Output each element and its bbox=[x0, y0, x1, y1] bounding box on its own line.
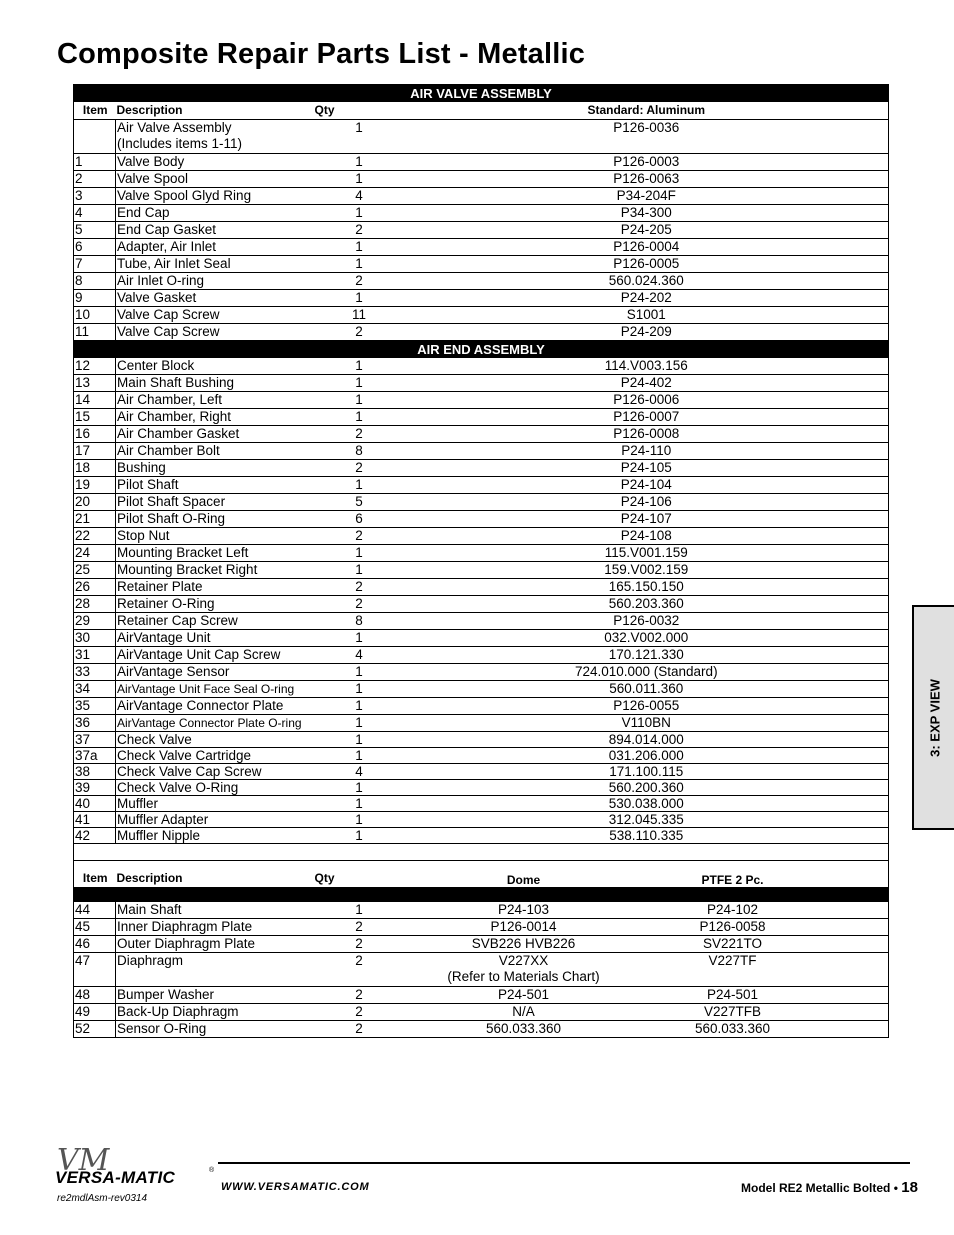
qty-cell: 1 bbox=[314, 902, 404, 919]
table-row bbox=[74, 764, 889, 780]
standard-cell: S1001 bbox=[404, 307, 889, 324]
table-row bbox=[74, 120, 889, 154]
qty-cell: 1 bbox=[314, 780, 404, 796]
table-row bbox=[74, 902, 889, 919]
table-row bbox=[74, 205, 889, 222]
item-cell: 37 bbox=[74, 732, 116, 748]
description-cell: Air Chamber Gasket bbox=[116, 426, 314, 443]
qty-cell: 8 bbox=[314, 613, 404, 630]
item-cell: 37a bbox=[74, 748, 116, 764]
description-line-2: (Includes items 1-11) bbox=[117, 136, 243, 151]
table-row bbox=[74, 222, 889, 239]
item-cell: 22 bbox=[74, 528, 116, 545]
table-row bbox=[74, 630, 889, 647]
description-cell: Stop Nut bbox=[116, 528, 314, 545]
footer-model bbox=[741, 1179, 918, 1196]
materials-cell bbox=[404, 1004, 889, 1021]
standard-cell: 114.V003.156 bbox=[404, 358, 889, 375]
dome-value bbox=[404, 936, 644, 952]
description-cell: Retainer O-Ring bbox=[116, 596, 314, 613]
table-row bbox=[74, 545, 889, 562]
item-cell: 19 bbox=[74, 477, 116, 494]
qty-cell: 1 bbox=[314, 392, 404, 409]
header-item: Item bbox=[82, 871, 108, 885]
air-end-section bbox=[74, 341, 889, 844]
page-number: 18 bbox=[901, 1179, 918, 1196]
item-cell: 31 bbox=[74, 647, 116, 664]
dome-line: P24-103 bbox=[497, 902, 550, 917]
qty-cell: 2 bbox=[314, 936, 404, 953]
standard-cell: P126-0008 bbox=[404, 426, 889, 443]
materials-cell bbox=[404, 953, 889, 987]
table-row bbox=[74, 171, 889, 188]
ptfe-value: SV221TO bbox=[702, 936, 763, 951]
description-cell: Sensor O-Ring bbox=[116, 1021, 314, 1038]
table-row bbox=[74, 511, 889, 528]
qty-cell: 5 bbox=[314, 494, 404, 511]
description-cell: AirVantage Unit Face Seal O-ring bbox=[116, 681, 314, 698]
description-cell: AirVantage Connector Plate O-ring bbox=[116, 715, 314, 732]
standard-cell: P24-202 bbox=[404, 290, 889, 307]
qty-cell: 1 bbox=[314, 828, 404, 844]
item-cell: 17 bbox=[74, 443, 116, 460]
qty-cell: 2 bbox=[314, 953, 404, 987]
standard-cell: P126-0036 bbox=[404, 120, 889, 154]
item-cell: 20 bbox=[74, 494, 116, 511]
description-cell: Back-Up Diaphragm bbox=[116, 1004, 314, 1021]
item-cell: 3 bbox=[74, 188, 116, 205]
table-row bbox=[74, 290, 889, 307]
standard-cell: P126-0004 bbox=[404, 239, 889, 256]
registered-mark: ® bbox=[209, 1167, 215, 1174]
table-row bbox=[74, 796, 889, 812]
standard-cell: P24-205 bbox=[404, 222, 889, 239]
qty-cell: 1 bbox=[314, 796, 404, 812]
qty-cell: 1 bbox=[314, 698, 404, 715]
description-cell: AirVantage Unit Cap Screw bbox=[116, 647, 314, 664]
description-cell: End Cap bbox=[116, 205, 314, 222]
item-cell: 29 bbox=[74, 613, 116, 630]
header-description: Description bbox=[116, 102, 314, 120]
table-row bbox=[74, 324, 889, 341]
description-cell: Valve Cap Screw bbox=[116, 324, 314, 341]
dome-line: V227XX bbox=[498, 953, 549, 968]
dome-line: N/A bbox=[512, 1004, 535, 1019]
description-cell: Retainer Plate bbox=[116, 579, 314, 596]
header-ptfe: PTFE 2 Pc. bbox=[701, 873, 764, 887]
standard-cell: 032.V002.000 bbox=[404, 630, 889, 647]
section-header bbox=[74, 85, 889, 103]
standard-cell: P126-0055 bbox=[404, 698, 889, 715]
table-row bbox=[74, 698, 889, 715]
dome-value bbox=[404, 1004, 644, 1020]
table-row bbox=[74, 460, 889, 477]
item-cell bbox=[74, 120, 116, 154]
qty-cell: 2 bbox=[314, 324, 404, 341]
section-header bbox=[74, 341, 889, 359]
item-cell: 4 bbox=[74, 205, 116, 222]
table-row bbox=[74, 936, 889, 953]
table-row bbox=[74, 256, 889, 273]
standard-cell: P24-106 bbox=[404, 494, 889, 511]
header-item: Item bbox=[74, 102, 116, 120]
qty-cell: 2 bbox=[314, 426, 404, 443]
item-cell: 7 bbox=[74, 256, 116, 273]
logo-wordmark: VERSA-MATIC bbox=[55, 1168, 176, 1187]
item-cell: 5 bbox=[74, 222, 116, 239]
qty-cell: 6 bbox=[314, 511, 404, 528]
item-cell: 42 bbox=[74, 828, 116, 844]
description-line: Air Valve Assembly bbox=[117, 120, 232, 135]
description-cell: Main Shaft Bushing bbox=[116, 375, 314, 392]
table-row bbox=[74, 715, 889, 732]
table-row bbox=[74, 613, 889, 630]
header-description: Description bbox=[116, 871, 183, 885]
item-cell: 8 bbox=[74, 273, 116, 290]
qty-cell: 2 bbox=[314, 1004, 404, 1021]
standard-cell: 724.010.000 (Standard) bbox=[404, 664, 889, 681]
table-row bbox=[74, 647, 889, 664]
qty-cell: 2 bbox=[314, 528, 404, 545]
qty-cell: 1 bbox=[314, 375, 404, 392]
item-cell: 9 bbox=[74, 290, 116, 307]
standard-cell: P34-300 bbox=[404, 205, 889, 222]
ptfe-value: V227TF bbox=[708, 953, 757, 968]
materials-cell bbox=[404, 1021, 889, 1038]
qty-cell: 4 bbox=[314, 647, 404, 664]
materials-cell bbox=[404, 987, 889, 1004]
dome-value bbox=[404, 919, 644, 935]
qty-cell: 2 bbox=[314, 596, 404, 613]
side-tab-label: 3: EXP VIEW bbox=[927, 678, 943, 757]
item-cell: 44 bbox=[74, 902, 116, 919]
ptfe-value: P126-0058 bbox=[699, 919, 766, 934]
item-cell: 21 bbox=[74, 511, 116, 528]
description-cell: Muffler bbox=[116, 796, 314, 812]
item-cell: 30 bbox=[74, 630, 116, 647]
item-cell: 46 bbox=[74, 936, 116, 953]
qty-cell: 1 bbox=[314, 732, 404, 748]
description-cell: Air Inlet O-ring bbox=[116, 273, 314, 290]
description-cell: Valve Gasket bbox=[116, 290, 314, 307]
model-name: Model RE2 Metallic Bolted • bbox=[741, 1181, 902, 1195]
standard-cell: P24-108 bbox=[404, 528, 889, 545]
qty-cell: 1 bbox=[314, 171, 404, 188]
description-cell: Mounting Bracket Right bbox=[116, 562, 314, 579]
table-row bbox=[74, 953, 889, 987]
description-cell: Check Valve bbox=[116, 732, 314, 748]
description-cell: Pilot Shaft bbox=[116, 477, 314, 494]
qty-cell: 1 bbox=[314, 715, 404, 732]
revision-code: re2mdlAsm-rev0314 bbox=[57, 1193, 148, 1204]
item-cell: 52 bbox=[74, 1021, 116, 1038]
table-row bbox=[74, 239, 889, 256]
materials-cell bbox=[404, 919, 889, 936]
standard-cell: 170.121.330 bbox=[404, 647, 889, 664]
description-cell: Retainer Cap Screw bbox=[116, 613, 314, 630]
table-row bbox=[74, 732, 889, 748]
description-cell: Pilot Shaft Spacer bbox=[116, 494, 314, 511]
dome-value bbox=[404, 987, 644, 1003]
item-cell: 11 bbox=[74, 324, 116, 341]
qty-cell: 2 bbox=[314, 460, 404, 477]
item-cell: 33 bbox=[74, 664, 116, 681]
logo-mark: VM bbox=[57, 1143, 110, 1178]
table-row bbox=[74, 562, 889, 579]
standard-cell: 560.024.360 bbox=[404, 273, 889, 290]
header-standard: Standard: Aluminum bbox=[404, 102, 889, 120]
standard-cell: P24-105 bbox=[404, 460, 889, 477]
qty-cell: 1 bbox=[314, 290, 404, 307]
table-row bbox=[74, 987, 889, 1004]
item-cell: 36 bbox=[74, 715, 116, 732]
table-row bbox=[74, 358, 889, 375]
description-cell: Air Chamber Bolt bbox=[116, 443, 314, 460]
qty-cell: 1 bbox=[314, 681, 404, 698]
qty-cell: 1 bbox=[314, 545, 404, 562]
ptfe-value: P24-501 bbox=[706, 987, 759, 1002]
dome-line: P24-501 bbox=[497, 987, 550, 1002]
standard-cell: 115.V001.159 bbox=[404, 545, 889, 562]
item-cell: 38 bbox=[74, 764, 116, 780]
description-cell: Bushing bbox=[116, 460, 314, 477]
table-row bbox=[74, 748, 889, 764]
spacer-row bbox=[74, 844, 889, 861]
item-cell: 16 bbox=[74, 426, 116, 443]
table-row bbox=[74, 828, 889, 844]
header-qty: Qty bbox=[314, 871, 335, 885]
table-row bbox=[74, 579, 889, 596]
item-cell: 41 bbox=[74, 812, 116, 828]
qty-cell: 1 bbox=[314, 812, 404, 828]
standard-cell: P126-0032 bbox=[404, 613, 889, 630]
qty-cell: 4 bbox=[314, 764, 404, 780]
standard-cell: P126-0007 bbox=[404, 409, 889, 426]
qty-cell: 1 bbox=[314, 748, 404, 764]
qty-cell: 1 bbox=[314, 409, 404, 426]
item-cell: 18 bbox=[74, 460, 116, 477]
item-cell: 24 bbox=[74, 545, 116, 562]
standard-cell: 560.203.360 bbox=[404, 596, 889, 613]
standard-cell: P126-0003 bbox=[404, 154, 889, 171]
item-cell: 25 bbox=[74, 562, 116, 579]
item-cell: 49 bbox=[74, 1004, 116, 1021]
ptfe-value: V227TFB bbox=[703, 1004, 762, 1019]
description-cell: Valve Cap Screw bbox=[116, 307, 314, 324]
description-cell: Check Valve O-Ring bbox=[116, 780, 314, 796]
item-cell: 10 bbox=[74, 307, 116, 324]
materials-cell bbox=[404, 936, 889, 953]
ptfe-value: P24-102 bbox=[706, 902, 759, 917]
description-cell: Muffler Nipple bbox=[116, 828, 314, 844]
description-cell: Tube, Air Inlet Seal bbox=[116, 256, 314, 273]
description-cell: Center Block bbox=[116, 358, 314, 375]
standard-cell: 165.150.150 bbox=[404, 579, 889, 596]
table-row bbox=[74, 273, 889, 290]
section-title: AIR END ASSEMBLY bbox=[74, 341, 889, 359]
table-row bbox=[74, 188, 889, 205]
parts-table bbox=[73, 84, 889, 1038]
header-qty: Qty bbox=[314, 102, 404, 120]
description-cell: Inner Diaphragm Plate bbox=[116, 919, 314, 936]
qty-cell: 1 bbox=[314, 562, 404, 579]
qty-cell: 11 bbox=[314, 307, 404, 324]
item-cell: 12 bbox=[74, 358, 116, 375]
standard-cell: P24-110 bbox=[404, 443, 889, 460]
dome-line: SVB226 HVB226 bbox=[471, 936, 576, 951]
description-cell: Main Shaft bbox=[116, 902, 314, 919]
description-cell: AirVantage Unit bbox=[116, 630, 314, 647]
table-row bbox=[74, 812, 889, 828]
table-row bbox=[74, 307, 889, 324]
qty-cell: 2 bbox=[314, 579, 404, 596]
item-cell: 15 bbox=[74, 409, 116, 426]
table-row bbox=[74, 409, 889, 426]
standard-cell: 312.045.335 bbox=[404, 812, 889, 828]
standard-cell: 894.014.000 bbox=[404, 732, 889, 748]
item-cell: 28 bbox=[74, 596, 116, 613]
item-cell: 48 bbox=[74, 987, 116, 1004]
divider-bar bbox=[74, 887, 889, 902]
qty-cell: 1 bbox=[314, 239, 404, 256]
table-row bbox=[74, 1021, 889, 1038]
item-cell: 13 bbox=[74, 375, 116, 392]
website-link[interactable]: WWW.VERSAMATIC.COM bbox=[221, 1181, 370, 1193]
standard-cell: 538.110.335 bbox=[404, 828, 889, 844]
dome-value bbox=[404, 902, 644, 918]
dome-line: 560.033.360 bbox=[485, 1021, 562, 1036]
qty-cell: 1 bbox=[314, 154, 404, 171]
dome-line-2: (Refer to Materials Chart) bbox=[447, 969, 600, 984]
table-row bbox=[74, 919, 889, 936]
item-cell: 6 bbox=[74, 239, 116, 256]
description-cell: AirVantage Connector Plate bbox=[116, 698, 314, 715]
standard-cell: P126-0063 bbox=[404, 171, 889, 188]
description-cell: Valve Body bbox=[116, 154, 314, 171]
side-tab[interactable] bbox=[912, 605, 954, 830]
description-cell: Check Valve Cartridge bbox=[116, 748, 314, 764]
table-row bbox=[74, 392, 889, 409]
qty-cell: 1 bbox=[314, 358, 404, 375]
footer-rule bbox=[218, 1162, 910, 1164]
table-row bbox=[74, 154, 889, 171]
qty-cell: 1 bbox=[314, 205, 404, 222]
column-header-row bbox=[74, 102, 889, 120]
description-cell: Check Valve Cap Screw bbox=[116, 764, 314, 780]
wetted-section bbox=[74, 844, 889, 1038]
description-cell: Muffler Adapter bbox=[116, 812, 314, 828]
description-cell: Air Chamber, Right bbox=[116, 409, 314, 426]
item-cell: 45 bbox=[74, 919, 116, 936]
standard-cell: 560.011.360 bbox=[404, 681, 889, 698]
item-cell: 47 bbox=[74, 953, 116, 987]
description-cell: Mounting Bracket Left bbox=[116, 545, 314, 562]
qty-cell: 1 bbox=[314, 120, 404, 154]
item-cell: 34 bbox=[74, 681, 116, 698]
table-row bbox=[74, 426, 889, 443]
table-row bbox=[74, 664, 889, 681]
standard-cell: 530.038.000 bbox=[404, 796, 889, 812]
standard-cell: P24-104 bbox=[404, 477, 889, 494]
qty-cell: 1 bbox=[314, 477, 404, 494]
dome-value bbox=[404, 953, 644, 985]
standard-cell: 171.100.115 bbox=[404, 764, 889, 780]
description-cell: Air Chamber, Left bbox=[116, 392, 314, 409]
description-cell: Diaphragm bbox=[116, 953, 314, 987]
standard-cell: P24-402 bbox=[404, 375, 889, 392]
standard-cell: 159.V002.159 bbox=[404, 562, 889, 579]
dome-line: P126-0014 bbox=[490, 919, 557, 934]
item-cell: 1 bbox=[74, 154, 116, 171]
item-cell: 26 bbox=[74, 579, 116, 596]
qty-cell: 2 bbox=[314, 1021, 404, 1038]
qty-cell: 4 bbox=[314, 188, 404, 205]
dome-value bbox=[404, 1021, 644, 1037]
table-row bbox=[74, 477, 889, 494]
page-title: Composite Repair Parts List - Metallic bbox=[57, 38, 586, 70]
brand-logo bbox=[55, 1143, 215, 1191]
qty-cell: 2 bbox=[314, 987, 404, 1004]
item-cell: 40 bbox=[74, 796, 116, 812]
table-row bbox=[74, 443, 889, 460]
ptfe-value: 560.033.360 bbox=[694, 1021, 771, 1036]
column-header-row bbox=[74, 861, 889, 888]
item-cell: 14 bbox=[74, 392, 116, 409]
table-row bbox=[74, 596, 889, 613]
table-row bbox=[74, 1004, 889, 1021]
table-row bbox=[74, 528, 889, 545]
standard-cell: P34-204F bbox=[404, 188, 889, 205]
table-row bbox=[74, 780, 889, 796]
standard-cell: P24-107 bbox=[404, 511, 889, 528]
standard-cell: P126-0005 bbox=[404, 256, 889, 273]
qty-cell: 1 bbox=[314, 664, 404, 681]
item-cell: 2 bbox=[74, 171, 116, 188]
standard-cell: 560.200.360 bbox=[404, 780, 889, 796]
header-materials bbox=[404, 861, 889, 888]
qty-cell: 8 bbox=[314, 443, 404, 460]
description-cell: Adapter, Air Inlet bbox=[116, 239, 314, 256]
description-cell: AirVantage Sensor bbox=[116, 664, 314, 681]
qty-cell: 2 bbox=[314, 222, 404, 239]
description-cell: End Cap Gasket bbox=[116, 222, 314, 239]
item-cell: 35 bbox=[74, 698, 116, 715]
table-row bbox=[74, 681, 889, 698]
header-dome: Dome bbox=[506, 873, 541, 887]
description-cell: Valve Spool Glyd Ring bbox=[116, 188, 314, 205]
table-row bbox=[74, 375, 889, 392]
qty-cell: 1 bbox=[314, 630, 404, 647]
item-cell: 39 bbox=[74, 780, 116, 796]
air-valve-section bbox=[74, 85, 889, 341]
standard-cell: 031.206.000 bbox=[404, 748, 889, 764]
qty-cell: 2 bbox=[314, 273, 404, 290]
description-cell: Valve Spool bbox=[116, 171, 314, 188]
standard-cell: V110BN bbox=[404, 715, 889, 732]
description-cell: Bumper Washer bbox=[116, 987, 314, 1004]
qty-cell: 2 bbox=[314, 919, 404, 936]
qty-cell: 1 bbox=[314, 256, 404, 273]
section-title: AIR VALVE ASSEMBLY bbox=[74, 85, 889, 103]
description-cell bbox=[116, 120, 314, 154]
materials-cell bbox=[404, 902, 889, 919]
standard-cell: P126-0006 bbox=[404, 392, 889, 409]
table-row bbox=[74, 494, 889, 511]
description-cell: Pilot Shaft O-Ring bbox=[116, 511, 314, 528]
standard-cell: P24-209 bbox=[404, 324, 889, 341]
description-cell: Outer Diaphragm Plate bbox=[116, 936, 314, 953]
